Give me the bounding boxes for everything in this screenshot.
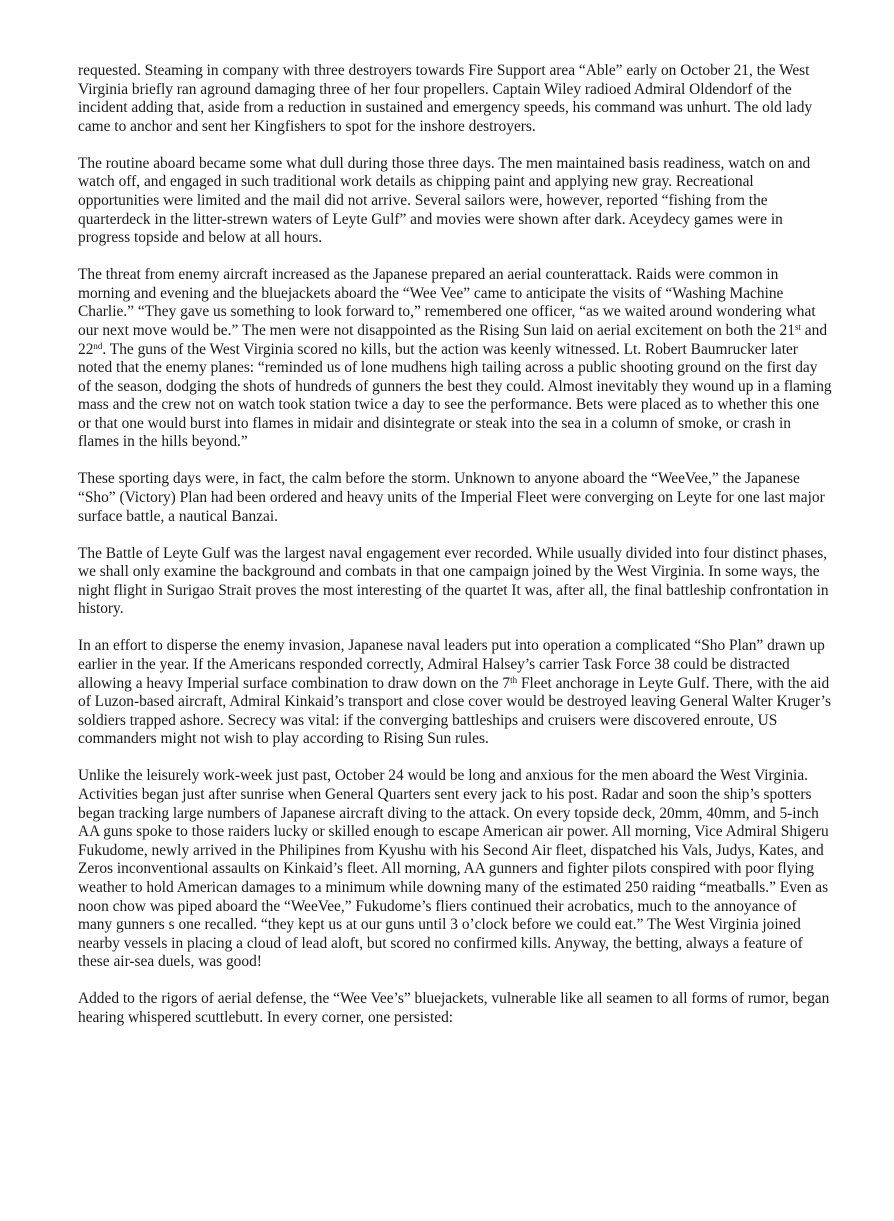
paragraph-2: The routine aboard became some what dull during those three days. The men maintained basis readiness, watch on and watch off, and engaged in such traditional work details as chipping paint and applying new gray. Recreational opportunities were limited and the mail did not arrive. Several sailors were, however, reported “fishing from the quarterdeck in the litter-strewn waters of Leyte Gulf” and movies were shown after dark. Aceydecy games were in progress topside and below at all hours.: [78, 154, 811, 247]
paragraph-4: These sporting days were, in fact, the calm before the storm. Unknown to anyone aboard the “WeeVee,” the Japanese “Sho” (Victory) Plan had been ordered and heavy units of the Imperial Fleet were converging on Leyte for one last major surface battle, a nautical Banzai.: [78, 470, 825, 525]
paragraph-3: The threat from enemy aircraft increased as the Japanese prepared an aerial counterattack. Raids were common in morning and evening and the bluejackets aboard the “Wee Vee” came to anticipate the visits of “Washing Machine Charlie.” “They gave us something to look forward to,” remembered one officer, “as we waited around wondering what our next move would be.” The men were not disappointed as the Rising Sun laid on aerial excitement on both the 21st and 22nd. The guns of the West Virginia scored no kills, but the action was keenly witnessed. Lt. Robert Baumrucker later noted that the enemy planes: “reminded us of lone mudhens high tailing across a public shooting ground on the first day of the season, dodging the shots of hundreds of gunners the best they could. Almost inevitably they wound up in a flaming mass and the crew not on watch took station twice a day to see the performance. Bets were placed as to whether this one or that one would burst into flames in midair and disintegrate or steak into the sea in a column of smoke, or crash in flames in the hills beyond.”: [78, 266, 832, 451]
paragraph-8: Added to the rigors of aerial defense, the “Wee Vee’s” bluejackets, vulnerable like all seamen to all forms of rumor, began hearing whispered scuttlebutt. In every corner, one persisted:: [78, 990, 830, 1026]
paragraph-6: In an effort to disperse the enemy invasion, Japanese naval leaders put into operation a complicated “Sho Plan” drawn up earlier in the year. If the Americans responded correctly, Admiral Halsey’s carrier Task Force 38 could be distracted allowing a heavy Imperial surface combination to draw down on the 7th Fleet anchorage in Leyte Gulf. There, with the aid of Luzon-based aircraft, Admiral Kinkaid’s transport and close cover would be destroyed leaving General Walter Kruger’s soldiers trapped ashore. Secrecy was vital: if the converging battleships and cruisers were discovered enroute, US commanders might not wish to play according to Rising Sun rules.: [78, 637, 831, 748]
paragraph-1: requested. Steaming in company with three destroyers towards Fire Support area “Able” early on October 21, the West Virginia briefly ran aground damaging three of her four propellers. Captain Wiley radioed Admiral Oldendorf of the incident adding that, aside from a reduction in sustained and emergency speeds, his command was unhurt. The old lady came to anchor and sent her Kingfishers to spot for the inshore destroyers.: [78, 62, 813, 135]
paragraph-5: The Battle of Leyte Gulf was the largest naval engagement ever recorded. While usually divided into four distinct phases, we shall only examine the background and combats in that one campaign joined by the West Virginia. In some ways, the night flight in Surigao Strait proves the most interesting of the quartet It was, after all, the final battleship confrontation in history.: [78, 544, 829, 618]
paragraph-7: Unlike the leisurely work-week just past, October 24 would be long and anxious for the men aboard the West Virginia. Activities began just after sunrise when General Quarters sent every jack to his post. Radar and soon the ship’s spotters began tracking large numbers of Japanese aircraft diving to the attack. On every topside deck, 20mm, 40mm, and 5-inch AA guns spoke to those raiders lucky or skilled enough to escape American air power. All morning, Vice Admiral Shigeru Fukudome, newly arrived in the Philipines from Kyushu with his Second Air fleet, dispatched his Vals, Judys, Kates, and Zeros inconventional assaults on Kinkaid’s fleet. All morning, AA gunners and fighter pilots conspired with poor flying weather to hold American damages to a minimum while downing many of the estimated 250 raiding “meatballs.” Even as noon chow was piped aboard the “WeeVee,” Fukudome’s fliers continued their acrobatics, much to the annoyance of many gunners s one recalled. “they kept us at our guns until 3 o’clock before we could eat.” The West Virginia joined nearby vessels in placing a cloud of lead aloft, but scored no confirmed kills. Anyway, the betting, always a feature of these air-sea duels, was good!: [78, 767, 829, 971]
